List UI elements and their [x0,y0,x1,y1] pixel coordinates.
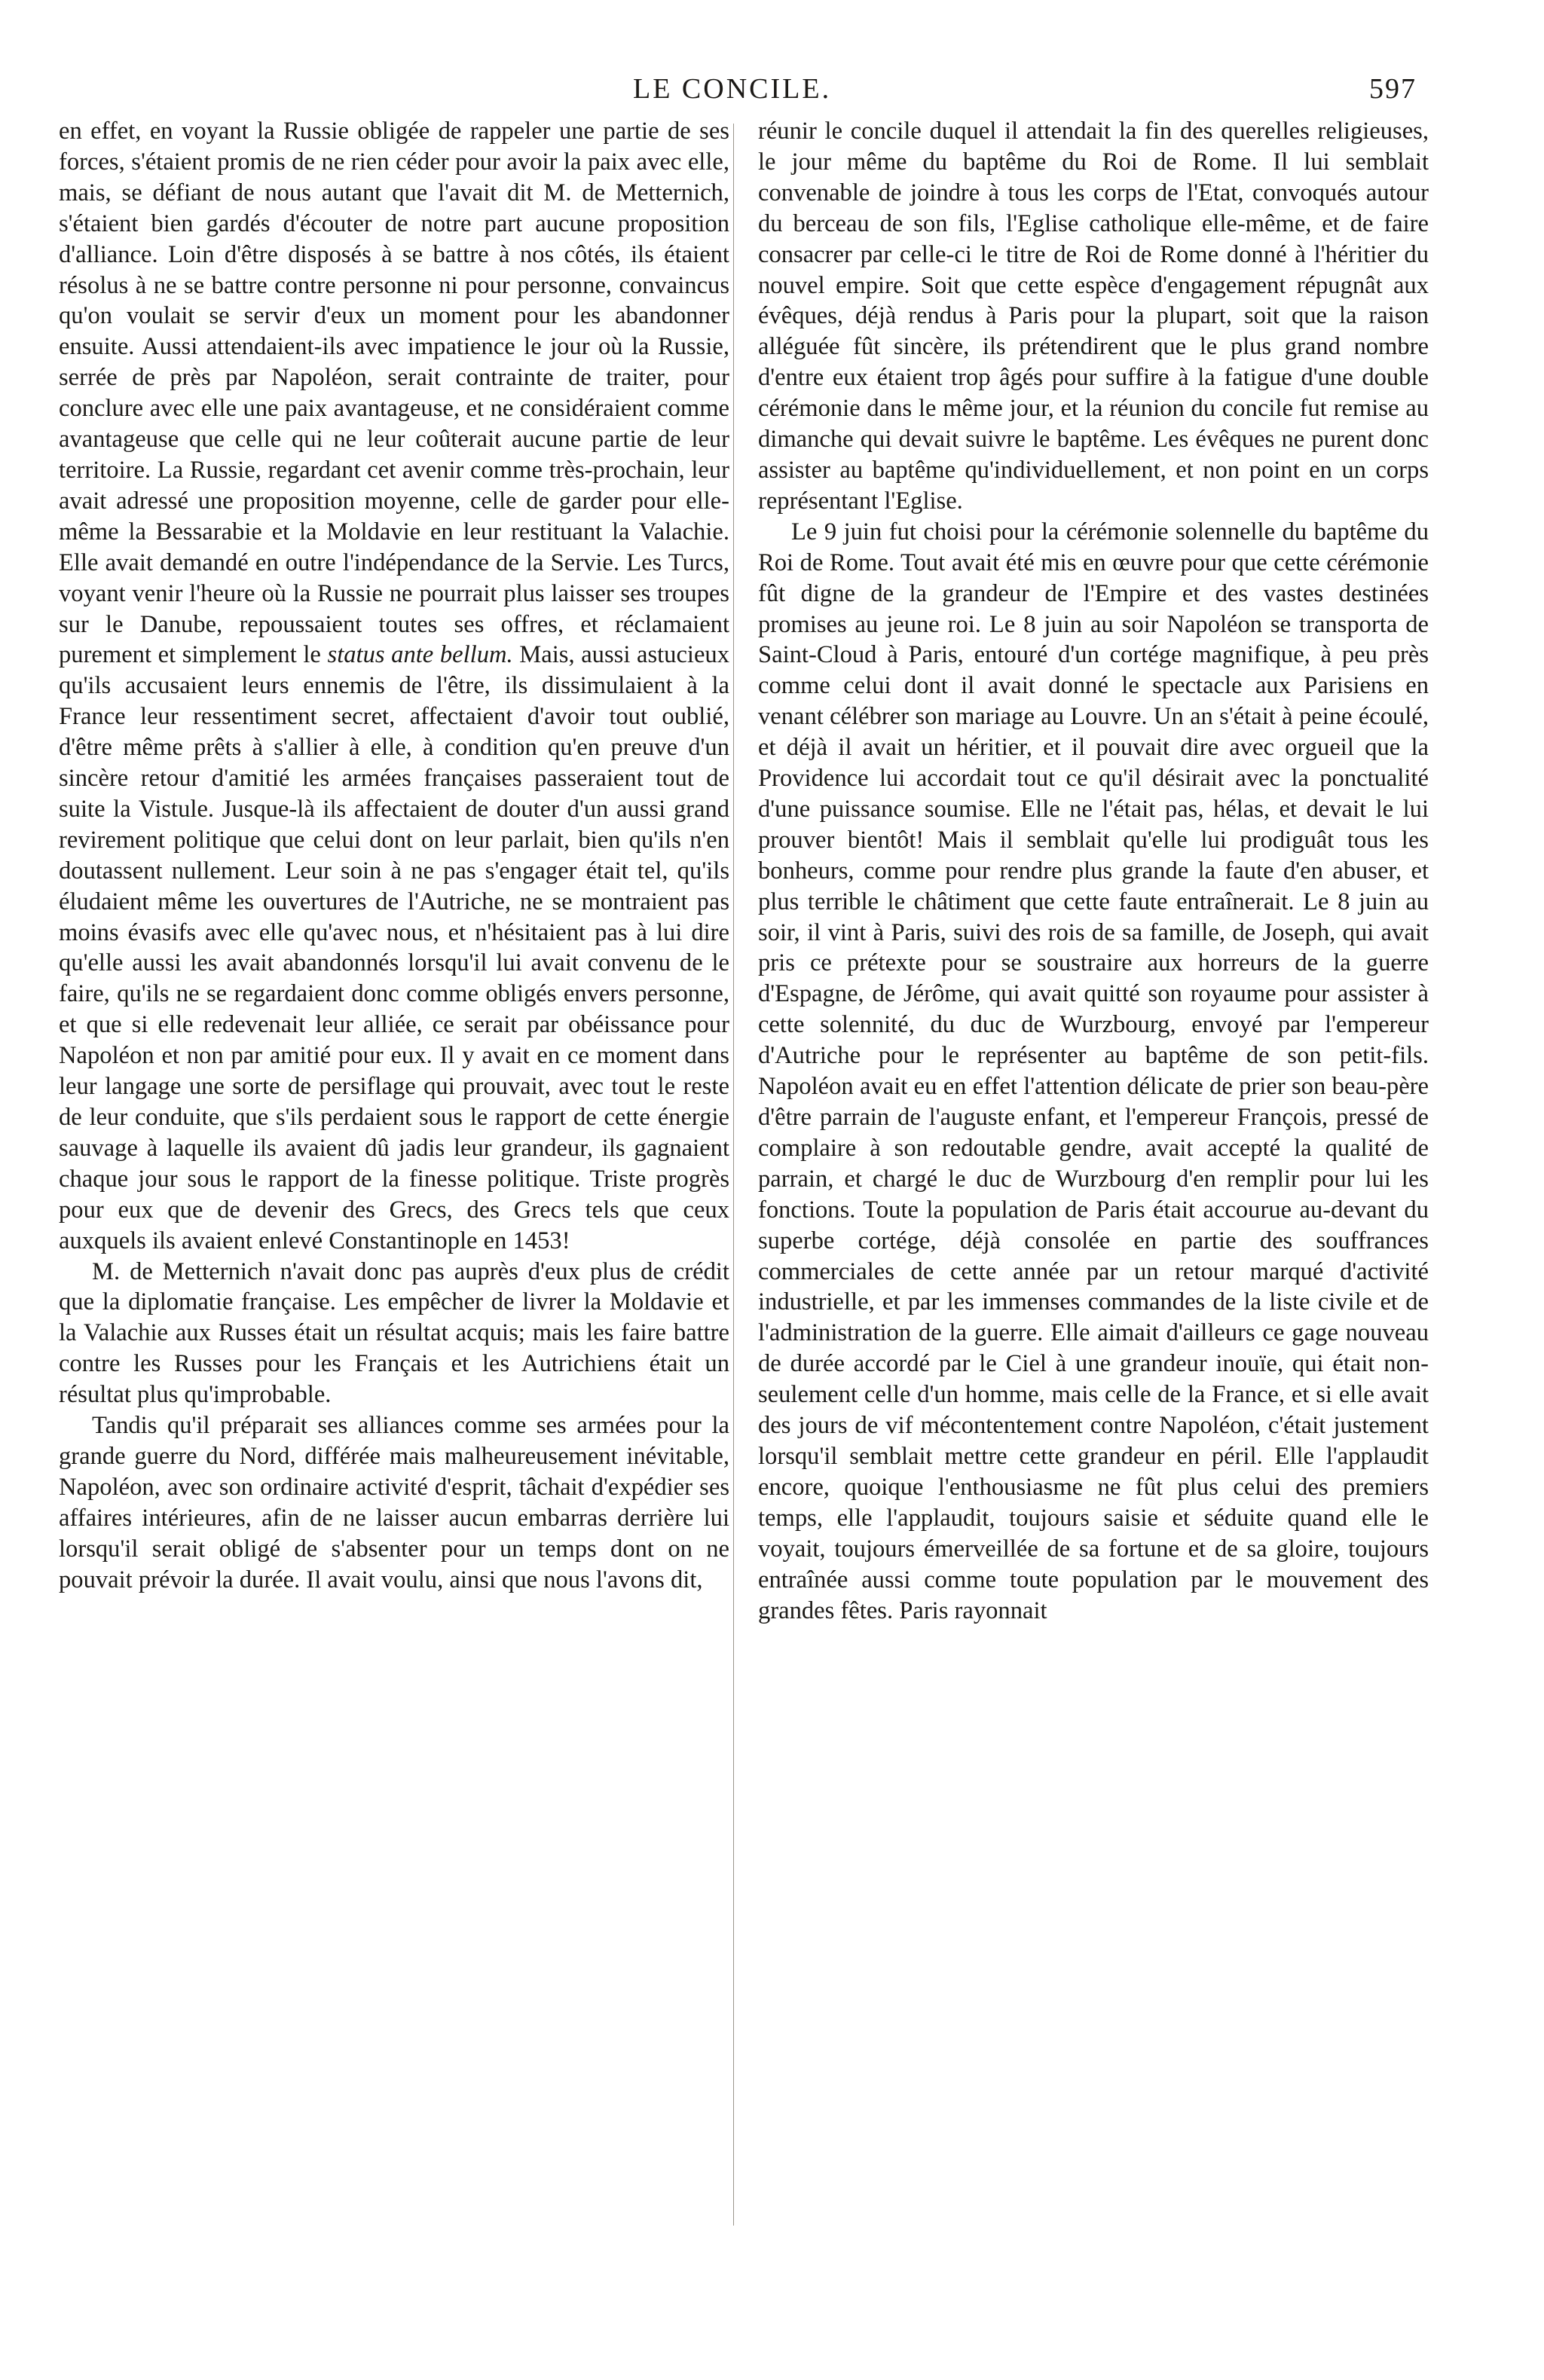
running-title: LE CONCILE. [633,73,832,105]
paragraph: Le 9 juin fut choisi pour la cérémonie solennelle du baptême du Roi de Rome. Tout avait été mis en œuvre pour que cette cérémonie fût digne de la grandeur de l'Empire et des vastes destinées promises au jeune roi. Le 8 juin au soir Napoléon se transporta de Saint-Cloud à Paris, entouré d'un cortége magnifique, à peu près comme celui dont il avait donné le spectacle aux Parisiens en venant célébrer son mariage au Louvre. Un an s'était à peine écoulé, et déjà il avait un héritier, et il pouvait dire avec orgueil que la Providence lui accordait tout ce qu'il désirait avec la ponctualité d'une puissance soumise. Elle ne l'était pas, hélas, et devait le lui prouver bientôt! Mais il semblait qu'elle lui prodiguât tous les bonheurs, comme pour rendre plus grande la faute d'en abuser, et plus terrible le châtiment que cette faute entraînerait. Le 8 juin au soir, il vint à Paris, suivi des rois de sa famille, de Joseph, qui avait pris ce prétexte pour se soustraire aux horreurs de la guerre d'Espagne, de Jérôme, qui avait quitté son royaume pour assister à cette solennité, du duc de Wurzbourg, envoyé par l'empereur d'Autriche pour le représenter au baptême de son petit-fils. Napoléon avait eu en effet l'attention délicate de prier son beau-père d'être parrain de l'auguste enfant, et l'empereur François, pressé de complaire à son redoutable gendre, avait accepté la qualité de parrain, et chargé le duc de Wurzbourg d'en remplir pour lui les fonctions. Toute la population de Paris était accourue au-devant du superbe cortége, déjà consolée en partie des souffrances commerciales de cette année par un retour marqué d'activité industrielle, et par les immenses commandes de la liste civile et de l'administration de la guerre. Elle aimait d'ailleurs ce gage nouveau de durée accordé par le Ciel à une grandeur inouïe, qui était non-seulement celle d'un homme, mais celle de la France, et si elle avait des jours de vif mécontentement contre Napoléon, c'était justement lorsqu'il semblait mettre cette grandeur en péril. Elle l'applaudit encore, quoique l'enthousiasme ne fût plus celui des premiers temps, elle l'applaudit, toujours saisie et séduite quand elle le voyait, toujours émerveillée de sa fortune et de sa gloire, toujours entraînée aussi comme toute population par le mouvement des grandes fêtes. Paris rayonnait [758,518,1429,1624]
paragraph: en effet, en voyant la Russie obligée de rappeler une partie de ses forces, s'étaient promis de ne rien céder pour avoir la paix avec elle, mais, se défiant de nous autant que l'avait dit M. de Metternich, s'étaient bien gardés d'écouter de notre part aucune proposition d'alliance. Loin d'être disposés à se battre à nos côtés, ils étaient résolus à ne se battre contre personne ni pour personne, convaincus qu'on voulait se servir d'eux un moment pour les abandonner ensuite. Aussi attendaient-ils avec impatience le jour où la Russie, serrée de près par Napoléon, serait contrainte de traiter, pour conclure avec elle une paix avantageuse, et ne considéraient comme avantageuse que celle qui ne leur coûterait aucune partie de leur territoire. La Russie, regardant cet avenir comme très-prochain, leur avait adressé une proposition moyenne, celle de garder pour elle-même la Bessarabie et la Moldavie en leur restituant la Valachie. Elle avait demandé en outre l'indépendance de la Servie. Les Turcs, voyant venir l'heure où la Russie ne pourrait plus laisser ses troupes sur le Danube, repoussaient toutes ses offres, et réclamaient purement et simplement le status ante bellum. Mais, aussi astucieux qu'ils accusaient leurs ennemis de l'être, ils dissimulaient à la France leur ressentiment secret, affectaient d'avoir tout oublié, d'être même prêts à s'allier à elle, à condition qu'en preuve d'un sincère retour d'amitié les armées françaises passeraient tout de suite la Vistule. Jusque-là ils affectaient de douter d'un aussi grand revirement politique que celui dont on leur parlait, bien qu'ils n'en doutassent nullement. Leur soin à ne pas s'engager était tel, qu'ils éludaient même les ouvertures de l'Autriche, ne se montraient pas moins évasifs avec elle qu'avec nous, et n'hésitaient pas à lui dire qu'elle aussi les avait abandonnés lorsqu'il lui avait convenu de le faire, qu'ils ne se regardaient donc comme obligés envers personne, et que si elle redevenait leur alliée, ce serait par obéissance pour Napoléon et non par amitié pour eux. Il y avait en ce moment dans leur langage une sorte de persiflage qui prouvait, avec tout le reste de leur conduite, que s'ils perdaient sous le rapport de cette énergie sauvage à laquelle ils avaient dû jadis leur grandeur, ils gagnaient chaque jour sous le rapport de la finesse politique. Triste progrès pour eux que de devenir des Grecs, des Grecs tels que ceux auxquels ils avaient enlevé Constantinople en 1453! [59,118,730,1254]
column-divider [733,124,734,2226]
running-header [60,66,1417,112]
page-number: 597 [1369,73,1417,105]
paragraph: M. de Metternich n'avait donc pas auprès d'eux plus de crédit que la diplomatie française. Les empêcher de livrer la Moldavie et la Valachie aux Russes était un résultat acquis; mais les faire battre contre les Russes pour les Français et les Autrichiens était un résultat plus qu'improbable. [59,1257,729,1409]
right-column [758,116,1429,1626]
left-column [59,116,729,1596]
paragraph: Tandis qu'il préparait ses alliances comme ses armées pour la grande guerre du Nord, différée mais malheureusement inévitable, Napoléon, avec son ordinaire activité d'esprit, tâchait d'expédier ses affaires intérieures, afin de ne laisser aucun embarras derrière lui lorsqu'il serait obligé de s'absenter pour un temps dont on ne pouvait prévoir la durée. Il avait voulu, ainsi que nous l'avons dit, [59,1412,729,1593]
italic-phrase: status ante bellum. [327,641,513,669]
paragraph: réunir le concile duquel il attendait la fin des querelles religieuses, le jour même du baptême du Roi de Rome. Il lui semblait convenable de joindre à tous les corps de l'Etat, convoqués autour du berceau de son fils, l'Eglise catholique elle-même, et de faire consacrer par celle-ci le titre de Roi de Rome donné à l'héritier du nouvel empire. Soit que cette espèce d'engagement répugnât aux évêques, déjà rendus à Paris pour la plupart, soit que la raison alléguée fût sincère, ils prétendirent que le plus grand nombre d'entre eux étaient trop âgés pour suffire à la fatigue d'une double cérémonie dans le même jour, et la réunion du concile fut remise au dimanche qui devait suivre le baptême. Les évêques ne purent donc assister au baptême qu'individuellement, et non point en un corps représentant l'Eglise. [758,118,1429,515]
